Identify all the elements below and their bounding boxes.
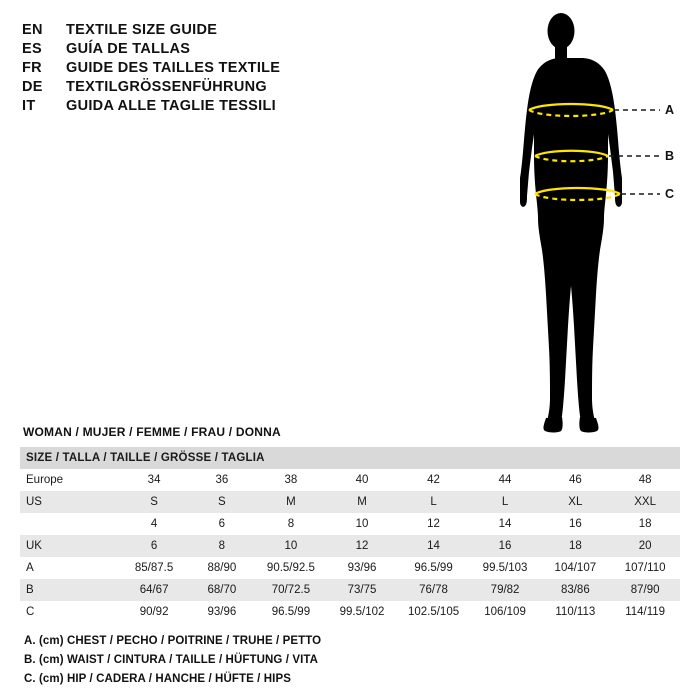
cell: L	[397, 491, 469, 513]
cell: 107/110	[610, 557, 680, 579]
female-silhouette-icon	[502, 6, 692, 436]
table-row	[20, 491, 680, 513]
marker-label-b: B	[665, 149, 675, 163]
cell: 8	[255, 513, 327, 535]
cell: 79/82	[470, 579, 541, 601]
cell: 99.5/102	[327, 601, 398, 623]
cell: 16	[540, 513, 610, 535]
footnotes-block	[24, 632, 644, 689]
cell: 64/67	[120, 579, 189, 601]
cell: 83/86	[540, 579, 610, 601]
cell: L	[470, 491, 541, 513]
size-table-section	[20, 425, 680, 623]
cell: 93/96	[327, 557, 398, 579]
title-lang-fr: FR	[22, 60, 42, 76]
cell: 16	[470, 535, 541, 557]
table-row	[20, 469, 680, 491]
footnote-a: A. (cm) CHEST / PECHO / POITRINE / TRUHE / PETTO	[24, 635, 322, 647]
table-row	[20, 535, 680, 557]
cell: 68/70	[189, 579, 256, 601]
title-lang-es: ES	[22, 41, 42, 57]
cell: 10	[255, 535, 327, 557]
footnote-c: C. (cm) HIP / CADERA / HANCHE / HÜFTE / HIPS	[24, 673, 292, 685]
title-text-fr: GUIDE DES TAILLES TEXTILE	[66, 60, 281, 76]
title-row-en	[22, 22, 502, 38]
cell: 14	[397, 535, 469, 557]
cell: XL	[540, 491, 610, 513]
cell: 106/109	[470, 601, 541, 623]
cell: M	[255, 491, 327, 513]
size-table	[20, 447, 680, 623]
cell: 18	[610, 513, 680, 535]
cell: 46	[540, 469, 610, 491]
cell: 102.5/105	[397, 601, 469, 623]
row-label: UK	[20, 535, 120, 557]
cell: 104/107	[540, 557, 610, 579]
cell: 42	[397, 469, 469, 491]
cell: 96.5/99	[255, 601, 327, 623]
cell: 38	[255, 469, 327, 491]
cell: 36	[189, 469, 256, 491]
title-text-it: GUIDA ALLE TAGLIE TESSILI	[66, 98, 276, 114]
cell: 6	[120, 535, 189, 557]
title-text-es: GUÍA DE TALLAS	[66, 41, 191, 57]
cell: M	[327, 491, 398, 513]
cell: 96.5/99	[397, 557, 469, 579]
table-row	[20, 601, 680, 623]
cell: XXL	[610, 491, 680, 513]
cell: 70/72.5	[255, 579, 327, 601]
title-lang-en: EN	[22, 22, 43, 38]
title-lang-it: IT	[22, 98, 36, 114]
table-row	[20, 557, 680, 579]
table-row	[20, 513, 680, 535]
row-label: Europe	[20, 469, 120, 491]
cell: 48	[610, 469, 680, 491]
body-measurement-figure	[502, 6, 692, 436]
title-row-de	[22, 79, 502, 95]
marker-label-a: A	[665, 103, 675, 117]
cell: 90/92	[120, 601, 189, 623]
cell: 8	[189, 535, 256, 557]
cell: 14	[470, 513, 541, 535]
cell: 40	[327, 469, 398, 491]
marker-label-c: C	[665, 187, 675, 201]
title-row-it	[22, 98, 502, 114]
row-label: C	[20, 601, 120, 623]
row-label: US	[20, 491, 120, 513]
cell: 34	[120, 469, 189, 491]
cell: 88/90	[189, 557, 256, 579]
cell: 90.5/92.5	[255, 557, 327, 579]
cell: 44	[470, 469, 541, 491]
cell: 87/90	[610, 579, 680, 601]
cell: 110/113	[540, 601, 610, 623]
row-label: A	[20, 557, 120, 579]
cell: S	[189, 491, 256, 513]
cell: 85/87.5	[120, 557, 189, 579]
cell: 4	[120, 513, 189, 535]
cell: 20	[610, 535, 680, 557]
cell: S	[120, 491, 189, 513]
table-row	[20, 579, 680, 601]
cell: 93/96	[189, 601, 256, 623]
title-lang-de: DE	[22, 79, 43, 95]
cell: 73/75	[327, 579, 398, 601]
cell: 18	[540, 535, 610, 557]
footnote-b: B. (cm) WAIST / CINTURA / TAILLE / HÜFTUNG / VITA	[24, 654, 319, 666]
title-row-fr	[22, 60, 502, 76]
cell: 12	[397, 513, 469, 535]
title-text-en: TEXTILE SIZE GUIDE	[66, 22, 218, 38]
cell: 12	[327, 535, 398, 557]
title-block	[22, 22, 502, 117]
cell: 114/119	[610, 601, 680, 623]
title-row-es	[22, 41, 502, 57]
cell: 76/78	[397, 579, 469, 601]
row-label: B	[20, 579, 120, 601]
cell: 99.5/103	[470, 557, 541, 579]
row-label	[20, 513, 120, 535]
cell: 6	[189, 513, 256, 535]
title-text-de: TEXTILGRÖSSENFÜHRUNG	[66, 79, 267, 95]
cell: 10	[327, 513, 398, 535]
table-header-label: SIZE / TALLA / TAILLE / GRÖSSE / TAGLIA	[20, 447, 680, 469]
table-caption: WOMAN / MUJER / FEMME / FRAU / DONNA	[23, 425, 281, 439]
table-header-row	[20, 447, 680, 469]
